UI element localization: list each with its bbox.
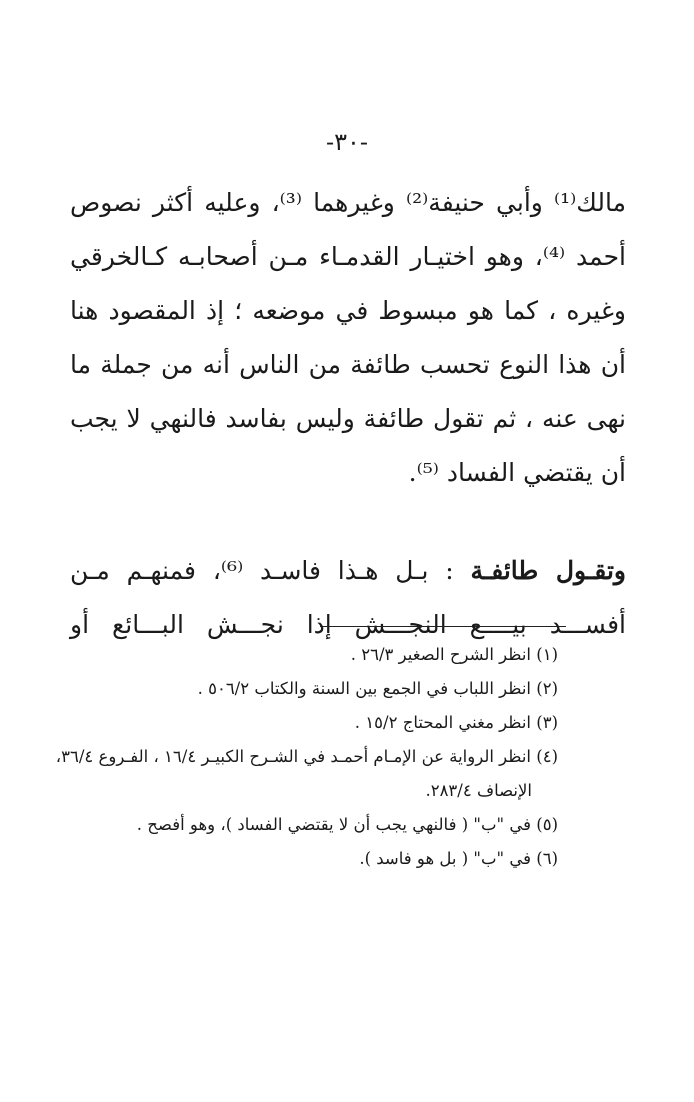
text-line: نهى عنه ، ثم تقول طائفة وليس بفاسد فالنهي لا يجب <box>70 404 626 433</box>
footnotes <box>55 638 558 876</box>
text-line: أفســـد بيــــع النجـــش إذا نجـــش البـــائع أو <box>70 610 626 639</box>
text-line: أن هذا النوع تحسب طائفة من الناس أنه من جملة ما <box>70 350 626 379</box>
footnote: (٣) انظر مغني المحتاج ١٥/٢ . <box>354 713 558 732</box>
footnote: (٦) في "ب" ( بل هو فاسد ). <box>359 849 558 868</box>
text-line <box>70 544 626 598</box>
footnote: (١) انظر الشرح الصغير ٢٦/٣ . <box>350 645 558 664</box>
footnote-separator <box>320 626 566 627</box>
text-line: وغيره ، كما هو مبسوط في موضعه ؛ إذ المقصود هنا <box>70 296 626 325</box>
paragraph-lead: وتقـول طائفـة <box>470 556 626 585</box>
footnote: (٢) انظر اللباب في الجمع بين السنة والكتاب ٥٠٦/٢ . <box>197 679 558 698</box>
footnote: (٥) في "ب" ( فالنهي يجب أن لا يقتضي الفساد )، وهو أفصح . <box>136 815 558 834</box>
text-line: مالك⁽¹⁾ وأبي حنيفة⁽²⁾ وغيرهما ⁽³⁾، وعليه أكثر نصوص <box>70 188 626 217</box>
text-line: أحمد ⁽⁴⁾، وهو اختيـار القدمـاء مـن أصحابـه كـالخرقي <box>70 242 627 271</box>
main-text <box>70 176 626 652</box>
footnote: (٤) انظر الرواية عن الإمـام أحمـد في الشـرح الكبيـر ١٦/٤ ، الفـروع ٣٦/٤، <box>55 747 558 766</box>
text-line-rest: : بـل هـذا فاسـد ⁽⁶⁾، فمنهـم مـن <box>70 556 471 585</box>
page-number: -٣٠- <box>326 128 368 156</box>
paragraph-gap <box>70 500 626 544</box>
text-line: أن يقتضي الفساد ⁽⁵⁾. <box>408 458 626 487</box>
footnote-continuation: الإنصاف ٢٨٣/٤. <box>425 781 532 800</box>
